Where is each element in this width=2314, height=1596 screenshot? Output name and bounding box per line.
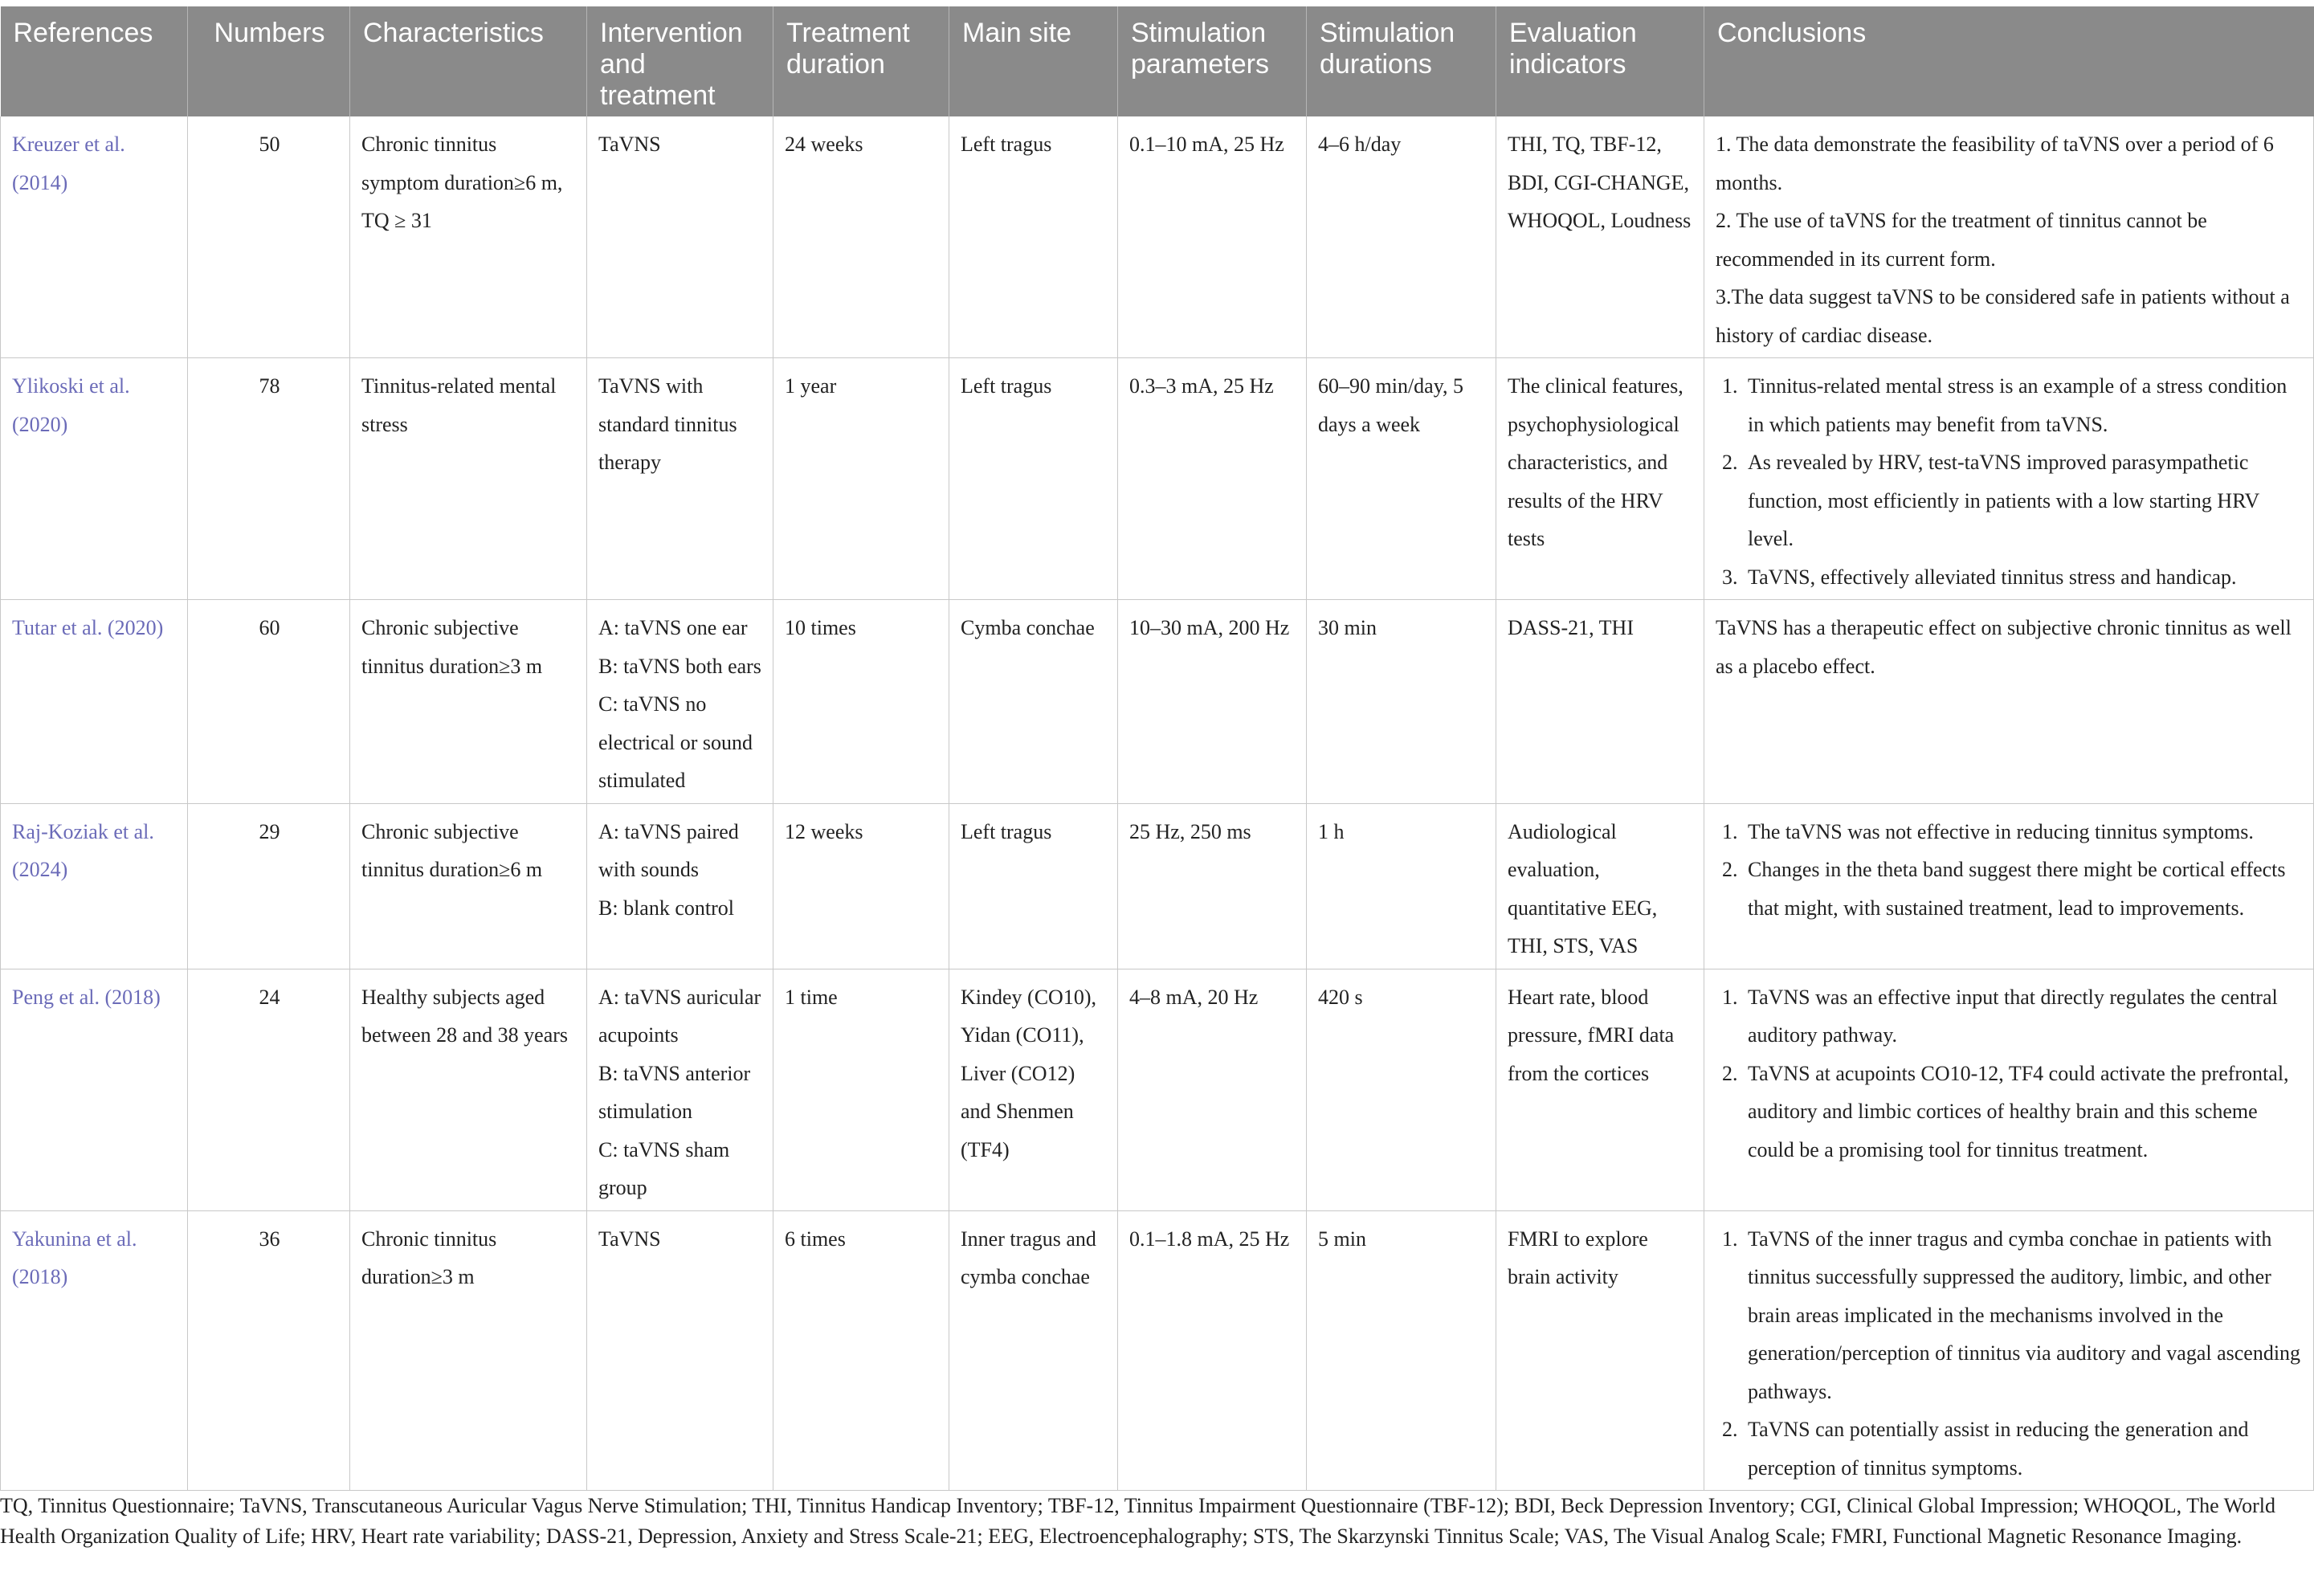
conclusion-item: 3.The data suggest taVNS to be considered safe in patients without a history of cardiac disease. bbox=[1716, 285, 2290, 347]
conclusions-cell bbox=[1704, 116, 2314, 358]
reference-cell: Yakunina et al. (2018) bbox=[1, 1210, 188, 1491]
table-header bbox=[1, 6, 2314, 116]
stimulation-parameters-cell: 25 Hz, 250 ms bbox=[1118, 803, 1307, 969]
intervention-arm: C: taVNS sham group bbox=[598, 1137, 730, 1199]
intervention-arm: B: blank control bbox=[598, 896, 734, 920]
evaluation-indicators-cell: DASS-21, THI bbox=[1496, 600, 1704, 804]
evaluation-indicators-cell: Audiological evaluation, quantitative EEG, THI, STS, VAS bbox=[1496, 803, 1704, 969]
characteristics-cell: Chronic subjective tinnitus duration≥6 m bbox=[350, 803, 587, 969]
reference-cell: Raj-Koziak et al. (2024) bbox=[1, 803, 188, 969]
number-cell: 36 bbox=[188, 1210, 350, 1491]
treatment-duration-cell: 1 time bbox=[773, 969, 949, 1210]
characteristics-cell: Tinnitus-related mental stress bbox=[350, 358, 587, 600]
header-conclusions: Conclusions bbox=[1704, 6, 2314, 116]
header-evaluation-indicators: Evaluation indicators bbox=[1496, 6, 1704, 116]
intervention-arm: B: taVNS anterior stimulation bbox=[598, 1061, 751, 1123]
characteristics-cell: Chronic tinnitus duration≥3 m bbox=[350, 1210, 587, 1491]
conclusion-item: 3. TaVNS, effectively alleviated tinnitus stress and handicap. bbox=[1743, 558, 2304, 597]
reference-cell: Kreuzer et al. (2014) bbox=[1, 116, 188, 358]
number-cell: 78 bbox=[188, 358, 350, 600]
conclusion-item: 2. The use of taVNS for the treatment of tinnitus cannot be recommended in its current form. bbox=[1716, 209, 2207, 271]
number-cell: 29 bbox=[188, 803, 350, 969]
conclusion-item: 2. As revealed by HRV, test-taVNS improved parasympathetic function, most efficiently in patients with a low starting HRV level. bbox=[1743, 443, 2304, 558]
characteristics-cell: Healthy subjects aged between 28 and 38 years bbox=[350, 969, 587, 1210]
stimulation-parameters-cell: 0.3–3 mA, 25 Hz bbox=[1118, 358, 1307, 600]
main-site-cell: Cymba conchae bbox=[949, 600, 1118, 804]
table-row bbox=[1, 600, 2314, 804]
intervention-cell bbox=[587, 600, 773, 804]
intervention-arm: A: taVNS one ear bbox=[598, 616, 748, 639]
table-row bbox=[1, 116, 2314, 358]
stimulation-durations-cell: 420 s bbox=[1307, 969, 1496, 1210]
treatment-duration-cell: 12 weeks bbox=[773, 803, 949, 969]
conclusions-cell bbox=[1704, 1210, 2314, 1491]
main-site-cell: Left tragus bbox=[949, 803, 1118, 969]
conclusions-cell bbox=[1704, 600, 2314, 804]
table-body bbox=[1, 116, 2314, 1491]
table-row bbox=[1, 358, 2314, 600]
number-cell: 50 bbox=[188, 116, 350, 358]
table-row bbox=[1, 803, 2314, 969]
header-row bbox=[1, 6, 2314, 116]
main-site-cell: Inner tragus and cymba conchae bbox=[949, 1210, 1118, 1491]
header-numbers: Numbers bbox=[188, 6, 350, 116]
header-main-site: Main site bbox=[949, 6, 1118, 116]
intervention-arm: TaVNS bbox=[598, 133, 661, 156]
intervention-cell bbox=[587, 1210, 773, 1491]
intervention-arm: C: taVNS no electrical or sound stimulated bbox=[598, 692, 753, 792]
stimulation-parameters-cell: 0.1–1.8 mA, 25 Hz bbox=[1118, 1210, 1307, 1491]
stimulation-durations-cell: 1 h bbox=[1307, 803, 1496, 969]
conclusion-item: 2. TaVNS at acupoints CO10-12, TF4 could activate the prefrontal, auditory and limbic cortices of healthy brain and this scheme could be a promising tool for tinnitus treatment. bbox=[1743, 1055, 2304, 1169]
treatment-duration-cell: 10 times bbox=[773, 600, 949, 804]
intervention-cell bbox=[587, 803, 773, 969]
stimulation-durations-cell: 4–6 h/day bbox=[1307, 116, 1496, 358]
conclusion-item: 1. TaVNS of the inner tragus and cymba conchae in patients with tinnitus successfully suppressed the auditory, limbic, and other brain areas implicated in the mechanisms involved in the generation/perception of tinnitus via auditory and vagal ascending pathways. bbox=[1743, 1220, 2304, 1411]
intervention-cell bbox=[587, 969, 773, 1210]
references-table bbox=[0, 6, 2314, 1491]
header-characteristics: Characteristics bbox=[350, 6, 587, 116]
header-stimulation-durations: Stimulation durations bbox=[1307, 6, 1496, 116]
stimulation-durations-cell: 60–90 min/day, 5 days a week bbox=[1307, 358, 1496, 600]
table-footnote: TQ, Tinnitus Questionnaire; TaVNS, Transcutaneous Auricular Vagus Nerve Stimulation; THI, Tinnitus Handicap Inventory; TBF-12, Tinnitus Impairment Questionnaire (TBF-12); BDI, Beck Depression Inventory; CGI, Clinical Global Impression; WHOQOL, The World Health Organization Quality of Life; HRV, Heart rate variability; DASS-21, Depression, Anxiety and Stress Scale-21; EEG, Electroencephalography; STS, The Skarzynski Tinnitus Scale; VAS, The Visual Analog Scale; FMRI, Functional Magnetic Resonance Imaging. bbox=[0, 1494, 2275, 1548]
table-row bbox=[1, 969, 2314, 1210]
intervention-arm: A: taVNS auricular acupoints bbox=[598, 985, 761, 1047]
conclusions-cell bbox=[1704, 803, 2314, 969]
conclusions-list bbox=[1716, 813, 2304, 928]
characteristics-cell: Chronic tinnitus symptom duration≥6 m, TQ ≥ 31 bbox=[350, 116, 587, 358]
intervention-arm: TaVNS bbox=[598, 1227, 661, 1251]
conclusion-item: 1. The taVNS was not effective in reducing tinnitus symptoms. bbox=[1743, 813, 2304, 851]
stimulation-parameters-cell: 4–8 mA, 20 Hz bbox=[1118, 969, 1307, 1210]
main-site-cell: Left tragus bbox=[949, 358, 1118, 600]
header-references: References bbox=[1, 6, 188, 116]
conclusions-list bbox=[1716, 978, 2304, 1169]
reference-cell: Peng et al. (2018) bbox=[1, 969, 188, 1210]
conclusion-item: 1. TaVNS was an effective input that directly regulates the central auditory pathway. bbox=[1743, 978, 2304, 1055]
intervention-arm: B: taVNS both ears bbox=[598, 654, 761, 678]
header-treatment-duration: Treatment duration bbox=[773, 6, 949, 116]
number-cell: 60 bbox=[188, 600, 350, 804]
conclusion-item: 2. Changes in the theta band suggest there might be cortical effects that might, with sustained treatment, lead to improvements. bbox=[1743, 851, 2304, 927]
evaluation-indicators-cell: The clinical features, psychophysiological characteristics, and results of the HRV tests bbox=[1496, 358, 1704, 600]
intervention-cell bbox=[587, 116, 773, 358]
header-intervention: Intervention and treatment bbox=[587, 6, 773, 116]
number-cell: 24 bbox=[188, 969, 350, 1210]
reference-cell: Tutar et al. (2020) bbox=[1, 600, 188, 804]
intervention-cell bbox=[587, 358, 773, 600]
conclusions-cell bbox=[1704, 969, 2314, 1210]
conclusion-item: TaVNS has a therapeutic effect on subjective chronic tinnitus as well as a placebo effect. bbox=[1716, 616, 2292, 678]
intervention-arm: A: taVNS paired with sounds bbox=[598, 819, 739, 881]
conclusion-item: 1. The data demonstrate the feasibility of taVNS over a period of 6 months. bbox=[1716, 133, 2274, 194]
intervention-arm: TaVNS with standard tinnitus therapy bbox=[598, 374, 737, 474]
stimulation-durations-cell: 5 min bbox=[1307, 1210, 1496, 1491]
table-row bbox=[1, 1210, 2314, 1491]
treatment-duration-cell: 1 year bbox=[773, 358, 949, 600]
conclusions-list bbox=[1716, 1220, 2304, 1488]
stimulation-parameters-cell: 10–30 mA, 200 Hz bbox=[1118, 600, 1307, 804]
main-site-cell: Left tragus bbox=[949, 116, 1118, 358]
evaluation-indicators-cell: FMRI to explore brain activity bbox=[1496, 1210, 1704, 1491]
treatment-duration-cell: 24 weeks bbox=[773, 116, 949, 358]
header-stimulation-parameters: Stimulation parameters bbox=[1118, 6, 1307, 116]
conclusion-item: 2. TaVNS can potentially assist in reducing the generation and perception of tinnitus symptoms. bbox=[1743, 1410, 2304, 1487]
reference-cell: Ylikoski et al. (2020) bbox=[1, 358, 188, 600]
stimulation-parameters-cell: 0.1–10 mA, 25 Hz bbox=[1118, 116, 1307, 358]
stimulation-durations-cell: 30 min bbox=[1307, 600, 1496, 804]
evaluation-indicators-cell: THI, TQ, TBF-12, BDI, CGI-CHANGE, WHOQOL, Loudness bbox=[1496, 116, 1704, 358]
conclusion-item: 1. Tinnitus-related mental stress is an example of a stress condition in which patients may benefit from taVNS. bbox=[1743, 367, 2304, 443]
main-site-cell: Kindey (CO10), Yidan (CO11), Liver (CO12) and Shenmen (TF4) bbox=[949, 969, 1118, 1210]
evaluation-indicators-cell: Heart rate, blood pressure, fMRI data from the cortices bbox=[1496, 969, 1704, 1210]
conclusions-list bbox=[1716, 367, 2304, 596]
characteristics-cell: Chronic subjective tinnitus duration≥3 m bbox=[350, 600, 587, 804]
treatment-duration-cell: 6 times bbox=[773, 1210, 949, 1491]
conclusions-cell bbox=[1704, 358, 2314, 600]
